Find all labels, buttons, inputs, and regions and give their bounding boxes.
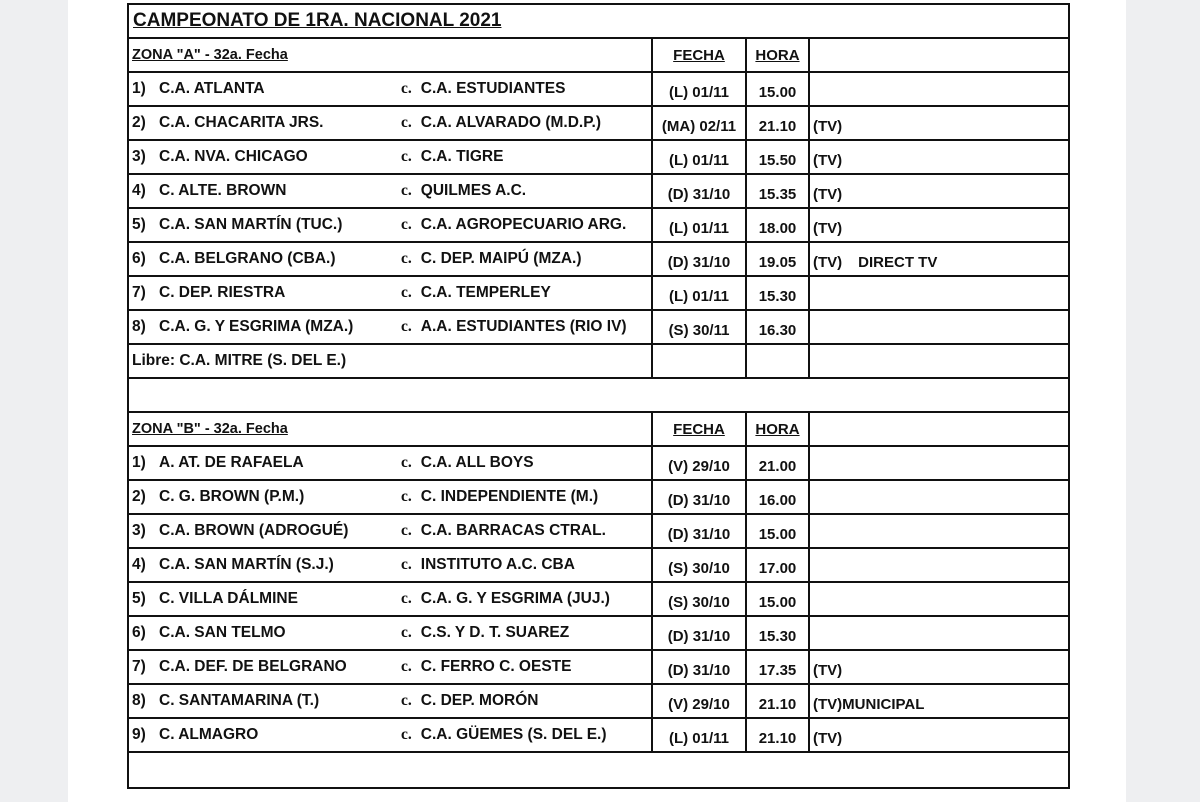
tv-flag: (TV) — [813, 729, 843, 747]
home-team: C.A. ATLANTA — [159, 80, 265, 97]
home-team: C. DEP. RIESTRA — [159, 284, 286, 301]
versus-marker: c. — [401, 658, 412, 675]
match-broadcast — [810, 107, 1070, 141]
match-time — [747, 515, 810, 549]
match-time-value: 19.05 — [758, 253, 797, 271]
home-team: C.A. G. Y ESGRIMA (MZA.) — [159, 318, 354, 335]
match-number: 2) — [132, 488, 146, 505]
versus-marker: c. — [401, 182, 412, 199]
match-time — [747, 175, 810, 209]
fecha-header — [653, 39, 747, 73]
match-teams — [129, 243, 653, 277]
fecha-header-label: FECHA — [673, 46, 725, 64]
match-broadcast — [810, 719, 1070, 753]
match-time — [747, 685, 810, 719]
away-team: INSTITUTO A.C. CBA — [420, 556, 575, 573]
match-number: 9) — [132, 726, 146, 743]
match-time — [747, 107, 810, 141]
match-broadcast — [810, 549, 1070, 583]
away-team-wrapper — [401, 726, 607, 744]
home-team: C.A. DEF. DE BELGRANO — [159, 658, 347, 675]
hora-header-label: HORA — [755, 46, 800, 64]
match-number: 8) — [132, 318, 146, 335]
match-date-value: (D) 31/10 — [667, 491, 731, 509]
match-number: 5) — [132, 216, 146, 233]
match-time-value: 15.30 — [758, 627, 797, 645]
match-date — [653, 209, 747, 243]
match-broadcast — [810, 481, 1070, 515]
match-date-value: (L) 01/11 — [668, 83, 730, 101]
match-date-value: (S) 30/10 — [668, 559, 730, 577]
versus-marker: c. — [401, 590, 412, 607]
match-broadcast — [810, 515, 1070, 549]
hora-header — [747, 39, 810, 73]
match-time — [747, 651, 810, 685]
fecha-header — [653, 413, 747, 447]
hora-header-label: HORA — [755, 420, 800, 438]
match-number: 5) — [132, 590, 146, 607]
match-broadcast — [810, 277, 1070, 311]
match-teams — [129, 447, 653, 481]
match-time — [747, 617, 810, 651]
header-blank — [810, 413, 1070, 447]
away-team: C.A. AGROPECUARIO ARG. — [420, 216, 627, 233]
match-time — [747, 243, 810, 277]
versus-marker: c. — [401, 556, 412, 573]
match-broadcast — [810, 651, 1070, 685]
match-time — [747, 549, 810, 583]
versus-marker: c. — [401, 148, 412, 165]
match-time-value: 15.50 — [758, 151, 797, 169]
match-teams — [129, 481, 653, 515]
match-time-value: 21.10 — [758, 729, 797, 747]
tv-flag: (TV) — [813, 695, 843, 713]
broadcast-channel: DIRECT TV — [858, 253, 938, 271]
match-date-value: (D) 31/10 — [667, 185, 731, 203]
match-number: 4) — [132, 556, 146, 573]
away-team: C. DEP. MAIPÚ (MZA.) — [420, 250, 582, 267]
match-time-value: 15.35 — [758, 185, 797, 203]
versus-marker: c. — [401, 318, 412, 335]
bye-team-label: Libre: C.A. MITRE (S. DEL E.) — [132, 352, 347, 369]
match-date — [653, 481, 747, 515]
bye-date-blank — [653, 345, 747, 379]
away-team: C.A. TIGRE — [420, 148, 504, 165]
fecha-header-label: FECHA — [673, 420, 725, 438]
away-team-wrapper — [401, 522, 606, 540]
match-date — [653, 515, 747, 549]
match-number: 1) — [132, 454, 146, 471]
broadcast-channel: MUNICIPAL — [842, 695, 925, 713]
bye-time-blank — [747, 345, 810, 379]
away-team-wrapper — [401, 182, 526, 200]
versus-marker: c. — [401, 488, 412, 505]
match-date — [653, 141, 747, 175]
match-time-value: 21.10 — [758, 117, 797, 135]
match-date-value: (D) 31/10 — [667, 661, 731, 679]
versus-marker: c. — [401, 726, 412, 743]
match-date — [653, 243, 747, 277]
match-teams — [129, 175, 653, 209]
match-broadcast — [810, 447, 1070, 481]
away-team: C. INDEPENDIENTE (M.) — [420, 488, 599, 505]
away-team-wrapper — [401, 624, 569, 642]
match-broadcast — [810, 617, 1070, 651]
match-time-value: 15.00 — [758, 525, 797, 543]
away-team-wrapper — [401, 488, 598, 506]
match-teams — [129, 651, 653, 685]
versus-marker: c. — [401, 216, 412, 233]
match-time-value: 16.00 — [758, 491, 797, 509]
match-date-value: (D) 31/10 — [667, 253, 731, 271]
away-team-wrapper — [401, 692, 538, 710]
match-time-value: 18.00 — [758, 219, 797, 237]
match-date-value: (V) 29/10 — [668, 695, 730, 713]
match-date — [653, 685, 747, 719]
match-broadcast — [810, 209, 1070, 243]
match-date — [653, 107, 747, 141]
match-broadcast — [810, 175, 1070, 209]
tv-flag: (TV) — [813, 151, 843, 169]
match-broadcast — [810, 311, 1070, 345]
away-team: C.A. TEMPERLEY — [420, 284, 551, 301]
versus-marker: c. — [401, 454, 412, 471]
away-team: C. DEP. MORÓN — [420, 692, 539, 709]
match-date — [653, 73, 747, 107]
spacer-row-bottom — [129, 753, 1070, 787]
away-team: A.A. ESTUDIANTES (RIO IV) — [420, 318, 627, 335]
match-number: 6) — [132, 624, 146, 641]
match-date — [653, 549, 747, 583]
versus-marker: c. — [401, 624, 412, 641]
match-time — [747, 73, 810, 107]
away-team-wrapper — [401, 148, 503, 166]
match-time-value: 21.00 — [758, 457, 797, 475]
match-time — [747, 311, 810, 345]
match-date-value: (S) 30/11 — [668, 321, 730, 339]
away-team: C. FERRO C. OESTE — [420, 658, 572, 675]
away-team-wrapper — [401, 556, 575, 574]
home-team: C.A. SAN MARTÍN (S.J.) — [159, 556, 334, 573]
match-teams — [129, 583, 653, 617]
match-time-value: 15.00 — [758, 593, 797, 611]
match-date — [653, 311, 747, 345]
match-time-value: 16.30 — [758, 321, 797, 339]
match-date-value: (V) 29/10 — [668, 457, 730, 475]
match-number: 1) — [132, 80, 146, 97]
match-number: 3) — [132, 148, 146, 165]
match-date — [653, 447, 747, 481]
tv-flag: (TV) — [813, 117, 843, 135]
match-number: 6) — [132, 250, 146, 267]
match-date-value: (S) 30/10 — [668, 593, 730, 611]
match-date — [653, 719, 747, 753]
match-number: 7) — [132, 284, 146, 301]
match-date-value: (L) 01/11 — [668, 219, 730, 237]
away-team-wrapper — [401, 80, 565, 98]
match-broadcast — [810, 583, 1070, 617]
tv-flag: (TV) — [813, 661, 843, 679]
match-number: 7) — [132, 658, 146, 675]
hora-header — [747, 413, 810, 447]
match-time — [747, 481, 810, 515]
match-date-value: (L) 01/11 — [668, 729, 730, 747]
match-time — [747, 141, 810, 175]
away-team: C.A. ALVARADO (M.D.P.) — [420, 114, 602, 131]
match-date-value: (L) 01/11 — [668, 287, 730, 305]
match-teams — [129, 277, 653, 311]
match-time — [747, 209, 810, 243]
match-time-value: 15.00 — [758, 83, 797, 101]
match-date-value: (D) 31/10 — [667, 627, 731, 645]
match-time — [747, 277, 810, 311]
away-team-wrapper — [401, 114, 601, 132]
away-team-wrapper — [401, 216, 626, 234]
tv-flag: (TV) — [813, 185, 843, 203]
home-team: C.A. CHACARITA JRS. — [159, 114, 324, 131]
home-team: A. AT. DE RAFAELA — [159, 454, 304, 471]
match-time-value: 15.30 — [758, 287, 797, 305]
match-time-value: 21.10 — [758, 695, 797, 713]
header-blank — [810, 39, 1070, 73]
home-team: C.A. BROWN (ADROGUÉ) — [159, 522, 349, 539]
home-team: C.A. SAN TELMO — [159, 624, 286, 641]
match-date-value: (MA) 02/11 — [661, 117, 737, 135]
match-date — [653, 617, 747, 651]
home-team: C.A. BELGRANO (CBA.) — [159, 250, 336, 267]
match-teams — [129, 549, 653, 583]
away-team: C.A. GÜEMES (S. DEL E.) — [420, 726, 607, 743]
tv-flag: (TV) — [813, 219, 843, 237]
versus-marker: c. — [401, 284, 412, 301]
match-time-value: 17.00 — [758, 559, 797, 577]
match-broadcast — [810, 243, 1070, 277]
match-date — [653, 583, 747, 617]
away-team: C.A. BARRACAS CTRAL. — [420, 522, 606, 539]
match-broadcast — [810, 685, 1070, 719]
match-date-value: (D) 31/10 — [667, 525, 731, 543]
bye-note-blank — [810, 345, 1070, 379]
match-teams — [129, 141, 653, 175]
match-time-value: 17.35 — [758, 661, 797, 679]
away-team-wrapper — [401, 454, 534, 472]
page-title: CAMPEONATO DE 1RA. NACIONAL 2021 — [129, 5, 1070, 39]
zone-label: ZONA "A" - 32a. Fecha — [132, 47, 288, 63]
versus-marker: c. — [401, 250, 412, 267]
home-team: C. ALTE. BROWN — [159, 182, 287, 199]
match-teams — [129, 209, 653, 243]
tv-flag: (TV) — [813, 253, 843, 271]
versus-marker: c. — [401, 114, 412, 131]
match-number: 4) — [132, 182, 146, 199]
versus-marker: c. — [401, 522, 412, 539]
match-date-value: (L) 01/11 — [668, 151, 730, 169]
match-time — [747, 583, 810, 617]
match-teams — [129, 311, 653, 345]
home-team: C.A. SAN MARTÍN (TUC.) — [159, 216, 343, 233]
home-team: C.A. NVA. CHICAGO — [159, 148, 308, 165]
zone-header — [129, 39, 653, 73]
match-teams — [129, 515, 653, 549]
away-team: C.A. ESTUDIANTES — [420, 80, 566, 97]
away-team-wrapper — [401, 284, 551, 302]
match-teams — [129, 685, 653, 719]
zone-label: ZONA "B" - 32a. Fecha — [132, 421, 288, 437]
match-broadcast — [810, 73, 1070, 107]
home-team: C. ALMAGRO — [159, 726, 259, 743]
home-team: C. VILLA DÁLMINE — [159, 590, 298, 607]
match-teams — [129, 73, 653, 107]
match-teams — [129, 719, 653, 753]
away-team: C.A. ALL BOYS — [420, 454, 534, 471]
match-teams — [129, 617, 653, 651]
away-team-wrapper — [401, 250, 582, 268]
versus-marker: c. — [401, 692, 412, 709]
match-date — [653, 175, 747, 209]
match-date — [653, 277, 747, 311]
away-team: C.A. G. Y ESGRIMA (JUJ.) — [420, 590, 610, 607]
away-team-wrapper — [401, 318, 627, 336]
match-number: 2) — [132, 114, 146, 131]
away-team-wrapper — [401, 658, 571, 676]
match-broadcast — [810, 141, 1070, 175]
match-teams — [129, 107, 653, 141]
home-team: C. SANTAMARINA (T.) — [159, 692, 320, 709]
zone-header — [129, 413, 653, 447]
fixture-table — [127, 3, 1070, 789]
match-number: 8) — [132, 692, 146, 709]
spacer-row — [129, 379, 1070, 413]
match-number: 3) — [132, 522, 146, 539]
match-time — [747, 719, 810, 753]
bye-team — [129, 345, 653, 379]
match-time — [747, 447, 810, 481]
match-date — [653, 651, 747, 685]
away-team: QUILMES A.C. — [420, 182, 527, 199]
home-team: C. G. BROWN (P.M.) — [159, 488, 305, 505]
versus-marker: c. — [401, 80, 412, 97]
away-team: C.S. Y D. T. SUAREZ — [420, 624, 570, 641]
away-team-wrapper — [401, 590, 610, 608]
